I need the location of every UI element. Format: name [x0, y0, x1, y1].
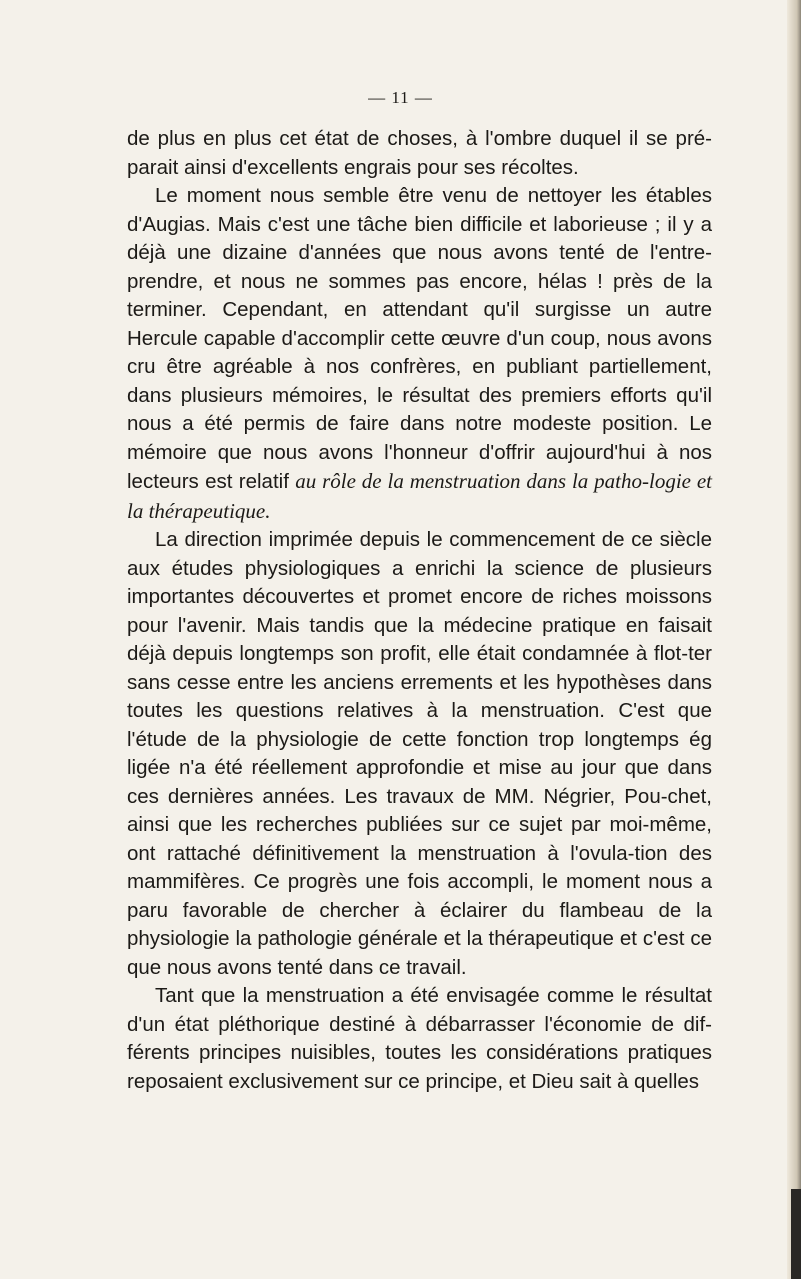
paragraph-1 [127, 125, 712, 182]
paragraph-4 [127, 982, 712, 1096]
paragraph-4-text: Tant que la menstruation a été envisagée comme le résultat d'un état pléthorique destiné à débarrasser l'économie de dif-férents principes nuisibles, toutes les considérations pratiques reposaient exclusivement sur ce principe, et Dieu sait à quelles [127, 984, 712, 1093]
paragraph-2-italic-title: au rôle de la menstruation dans la patho-logie et la thérapeutique. [127, 469, 713, 523]
paragraph-2 [127, 182, 712, 526]
page-number-header: — 11 — [368, 88, 433, 107]
paragraph-1-text: de plus en plus cet état de choses, à l'ombre duquel il se pré-parait ainsi d'excellents engrais pour ses récoltes. [127, 127, 712, 179]
paragraph-2-text: Le moment nous semble être venu de nettoyer les étables d'Augias. Mais c'est une tâche bien difficile et laborieuse ; il y a déjà une dizaine d'années que nous avons tenté de l'entre-prendre, et nous ne sommes pas encore, hélas ! près de la terminer. Cependant, en attendant qu'il surgisse un autre Hercule capable d'accomplir cette œuvre d'un coup, nous avons cru être agréable à nos confrères, en publiant partiellement, dans plusieurs mémoires, le résultat des premiers efforts qu'il nous a été permis de faire dans notre modeste position. Le mémoire que nous avons l'honneur d'offrir aujourd'hui à nos lecteurs est relatif [127, 184, 712, 493]
page-edge-dark-strip [791, 1189, 801, 1279]
body-text [127, 125, 712, 1096]
paragraph-3-text: La direction imprimée depuis le commencement de ce siècle aux études physiologiques a enrichi la science de plusieurs importantes découvertes et promet encore de riches moissons pour l'avenir. Mais tandis que la médecine pratique en faisait déjà depuis longtemps son profit, elle était condamnée à flot-ter sans cesse entre les anciens errements et les hypothèses dans toutes les questions relatives à la menstruation. C'est que l'étude de la physiologie de cette fonction trop longtemps ég ligée n'a été réellement approfondie et mise au jour que dans ces dernières années. Les travaux de MM. Négrier, Pou-chet, ainsi que les recherches publiées sur ce sujet par moi-même, ont rattaché définitivement la menstruation à l'ovula-tion des mammifères. Ce progrès une fois accompli, le moment nous a paru favorable de chercher à éclairer du flambeau de la physiologie la pathologie générale et la thérapeutique et c'est ce que nous avons tenté dans ce travail. [127, 528, 712, 979]
page-edge-shadow [787, 0, 801, 1279]
paragraph-3 [127, 526, 712, 982]
